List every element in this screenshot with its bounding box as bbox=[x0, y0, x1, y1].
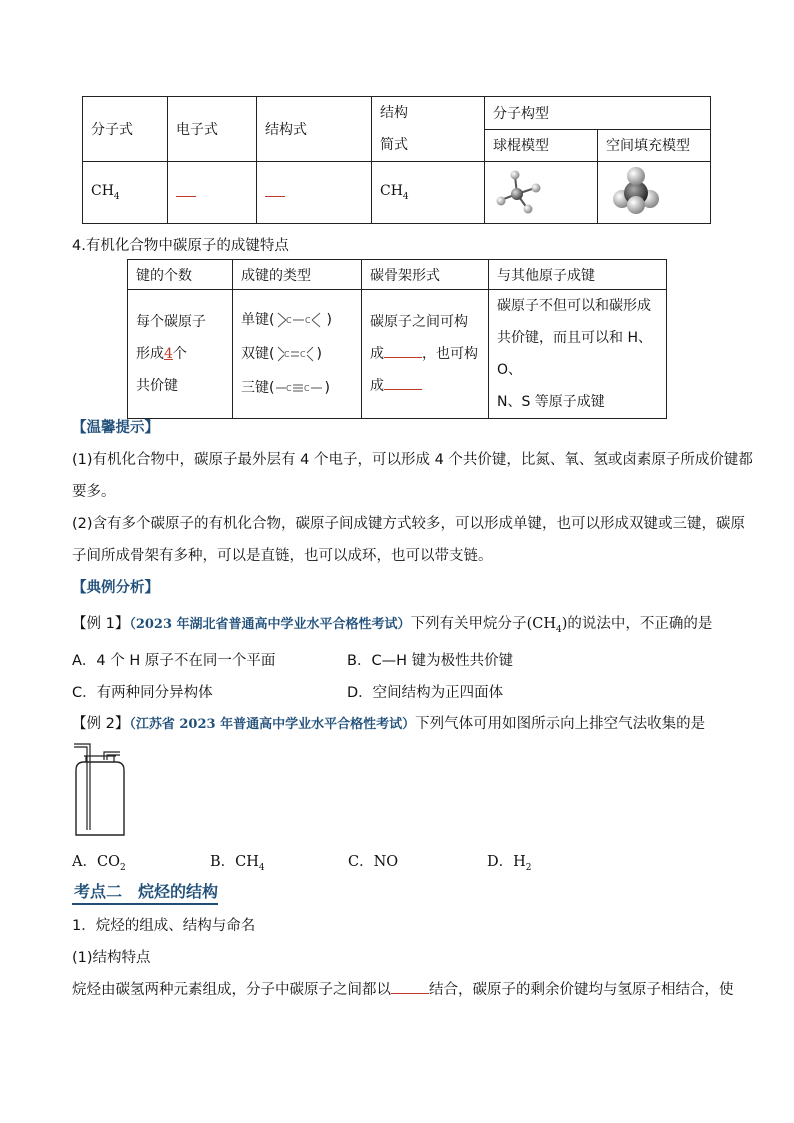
example1-option-d: D．空间结构为正四面体 bbox=[347, 685, 504, 701]
example2-question: 【例 2】（江苏省 2023 年普通高中学业水平合格性考试）下列气体可用如图所示向上排空气法收集的是 bbox=[72, 716, 706, 732]
header-structural-formula: 结构式 bbox=[257, 97, 372, 162]
example1-formula: $(CH_4)$ bbox=[526, 616, 568, 635]
section2-item1: 1．烷烃的组成、结构与命名 bbox=[72, 918, 256, 934]
cell-ball-stick-model bbox=[485, 162, 598, 224]
example1-question: 【例 1】（2023 年湖北省普通高中学业水平合格性考试）下列有关甲烷分子$(CH_4)$的说法中，不正确的是 bbox=[72, 616, 713, 635]
tips-p2-line1: (2)含有多个碳原子的有机化合物，碳原子间成键方式较多，可以形成单键，也可以形成双键或三键，碳原 bbox=[72, 516, 746, 532]
gas-collection-bottle-image bbox=[72, 740, 132, 840]
section2-heading-underline bbox=[72, 903, 218, 905]
answer-four: 4 bbox=[164, 346, 173, 362]
section2-heading: 考点二 烷烃的结构 bbox=[74, 882, 219, 901]
svg-text:C: C bbox=[284, 350, 291, 359]
svg-text:C: C bbox=[286, 316, 293, 325]
header-other-atoms: 与其他原子成键 bbox=[489, 260, 667, 290]
tips-p1-line2: 要多。 bbox=[72, 484, 116, 500]
space-filling-model-image bbox=[606, 166, 666, 216]
examples-title: 【典例分析】 bbox=[72, 580, 159, 596]
header-bond-type: 成键的类型 bbox=[233, 260, 362, 290]
blank-electronic bbox=[176, 196, 196, 197]
blank-structural bbox=[265, 196, 285, 197]
cell-space-filling-model bbox=[598, 162, 711, 224]
header-electronic-formula: 电子式 bbox=[168, 97, 257, 162]
header-ball-stick: 球棍模型 bbox=[485, 129, 598, 162]
triple-bond-diagram bbox=[274, 378, 324, 398]
blank-section2 bbox=[391, 993, 429, 994]
double-bond-diagram bbox=[274, 344, 316, 364]
single-bond-row: 单键( C C ) bbox=[241, 312, 332, 328]
example2-option-a: A．$CO_2$ bbox=[72, 854, 126, 873]
header-condensed-formula bbox=[372, 97, 485, 162]
cell-other-atoms: 碳原子不但可以和碳形成 共价键，而且可以和 H、O、 N、S 等原子成键 bbox=[489, 290, 667, 419]
header-bond-count: 键的个数 bbox=[128, 260, 233, 290]
example2-option-c: C．NO bbox=[348, 854, 399, 870]
cell-skeleton: 碳原子之间可构 成 ，也可构 成 bbox=[362, 290, 489, 419]
tips-p2-line2: 子间所成骨架有多种，可以是直链，也可以成环，也可以带支链。 bbox=[72, 548, 493, 564]
methane-table bbox=[82, 96, 711, 224]
ball-stick-model-image bbox=[493, 166, 553, 216]
example1-source: （2023 年湖北省普通高中学业水平合格性考试） bbox=[129, 617, 411, 632]
cell-structural-formula bbox=[257, 162, 372, 224]
svg-text:C: C bbox=[300, 350, 307, 359]
double-bond-row: 双键( C C ) bbox=[241, 346, 322, 362]
section2-item1a: (1)结构特点 bbox=[72, 950, 151, 966]
triple-bond-row: 三键( C C ) bbox=[241, 380, 330, 396]
blank-skeleton-2 bbox=[384, 389, 422, 390]
header-space-filling: 空间填充模型 bbox=[598, 129, 711, 162]
section4-title: 4.有机化合物中碳原子的成键特点 bbox=[72, 238, 289, 254]
example1-prefix: 【例 1】 bbox=[72, 616, 130, 632]
cell-condensed-formula: $CH_4$ bbox=[372, 162, 485, 224]
cell-bond-type bbox=[233, 290, 362, 419]
header-skeleton: 碳骨架形式 bbox=[362, 260, 489, 290]
header-configuration: 分子构型 bbox=[485, 97, 711, 130]
example2-option-b: B．$CH_4$ bbox=[210, 854, 265, 873]
svg-text:C: C bbox=[304, 384, 311, 393]
cell-molecular-formula: $CH_4$ bbox=[83, 162, 168, 224]
blank-skeleton-1 bbox=[384, 357, 422, 358]
example1-option-a: A．4 个 H 原子不在同一个平面 bbox=[72, 653, 276, 669]
tips-title: 【温馨提示】 bbox=[72, 420, 159, 436]
example2-source: （江苏省 2023 年普通高中学业水平合格性考试） bbox=[129, 717, 416, 732]
svg-text:C: C bbox=[286, 384, 293, 393]
svg-text:C: C bbox=[305, 316, 312, 325]
cell-bond-count: 每个碳原子 形成4个 共价键 bbox=[128, 290, 233, 419]
example2-option-d: D．$H_2$ bbox=[487, 854, 532, 873]
header-condensed-line2: 简式 bbox=[380, 137, 408, 153]
single-bond-diagram bbox=[274, 310, 326, 330]
section2-text: 烷烃由碳氢两种元素组成，分子中碳原子之间都以 结合，碳原子的剩余价键均与氢原子相结合，使 bbox=[72, 982, 734, 998]
example2-prefix: 【例 2】 bbox=[72, 716, 130, 732]
example1-option-c: C．有两种同分异构体 bbox=[72, 685, 213, 701]
tips-p1-line1: (1)有机化合物中，碳原子最外层有 4 个电子，可以形成 4 个共价键，比氮、氧、氢或卤素原子所成价键都 bbox=[72, 452, 753, 468]
header-condensed-line1: 结构 bbox=[380, 105, 408, 121]
example1-option-b: B．C—H 键为极性共价键 bbox=[347, 653, 514, 669]
header-molecular-formula: 分子式 bbox=[83, 97, 168, 162]
cell-electronic-formula bbox=[168, 162, 257, 224]
bonding-table bbox=[127, 259, 667, 419]
